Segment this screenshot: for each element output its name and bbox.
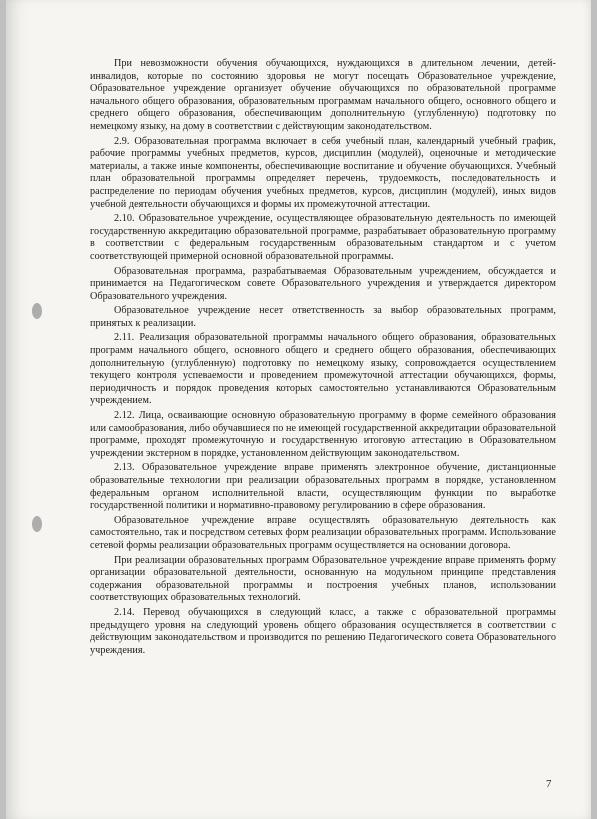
paragraph-program-approval: Образовательная программа, разрабатываемая Образовательным учреждением, обсуждается и принимается на Педагогическом совете Образовательного учреждения и утверждается директором Образовательного учреждения. [90,265,556,302]
document-page [6,0,591,819]
paragraph-2-12: 2.12. Лица, осваивающие основную образовательную программу в форме семейного образования или самообразования, либо обучавшиеся по не имеющей государственной аккредитации образовательной программе, проходят промежуточную и государственную итоговую аттестацию в Образовательном учреждении экстерном в порядке, установленном действующим законодательством. [90,410,556,459]
paragraph-modular-principle: При реализации образовательных программ Образовательное учреждение вправе применять форму организации образовательной деятельности, основанную на модульном принципе представления содержания образовательной программы и построения учебных планов, использовании соответствующих образовательных технологий. [90,554,556,604]
paragraph-2-9: 2.9. Образовательная программа включает в себя учебный план, календарный учебный график, рабочие программы учебных предметов, курсов, дисциплин (модулей), оценочные и методические материалы, а также иные компоненты, обеспечивающие воспитание и обучение обучающихся. Учебный план образовательной программы определяет перечень, трудоемкость, последовательность и распределение по периодам обучения учебных предметов, курсов, дисциплин (модулей), иных видов учебной деятельности обучающихся и формы их промежуточной аттестации. [90,135,556,210]
paragraph-home-education: При невозможности обучения обучающихся, нуждающихся в длительном лечении, детей-инвалидов, которые по состоянию здоровья не могут посещать Образовательное учреждение, Образовательное учреждение организует обучение обучающихся по образовательной программе начального общего образования, образовательным программам начального общего, основного общего и среднего общего образования, обеспечивающим дополнительную (углубленную) подготовку по немецкому языку, на дому в соответствии с действующим законодательством. [90,58,556,132]
punch-hole [32,303,42,319]
paragraph-responsibility: Образовательное учреждение несет ответственность за выбор образовательных программ, принятых к реализации. [90,305,556,329]
paragraph-network-forms: Образовательное учреждение вправе осуществлять образовательную деятельность как самостоятельно, так и посредством сетевых форм реализации образовательных программ. Использование сетевой формы реализации образовательных программ осуществляется на основании договора. [90,514,556,551]
page-number: 7 [546,778,552,790]
paragraph-2-11: 2.11. Реализация образовательной программы начального общего образования, образовательных программ начального общего, основного общего и среднего общего образования, обеспечивающих дополнительную (углубленную) подготовку по немецкому языку, сопровождается осуществлением текущего контроля успеваемости и проведением промежуточной аттестации обучающихся, формы, периодичность и порядок проведения которых самостоятельно устанавливаются Образовательным учреждением. [90,332,556,407]
punch-hole [32,516,42,532]
paragraph-2-14: 2.14. Перевод обучающихся в следующий класс, а также с образовательной программы предыдущего уровня на следующий уровень общего образования осуществляется в соответствии с действующим законодательством и производится по решению Педагогического совета Образовательного учреждения. [90,606,556,656]
document-body [90,58,556,659]
paragraph-2-10: 2.10. Образовательное учреждение, осуществляющее образовательную деятельность по имеющей государственную аккредитацию образовательной программе, разрабатывает образовательную программу в соответствии с федеральным государственным образовательным стандартом и с учетом соответствующей примерной основной образовательной программы. [90,213,556,262]
paragraph-2-13: 2.13. Образовательное учреждение вправе применять электронное обучение, дистанционные образовательные технологии при реализации образовательных программ в порядке, установленном федеральным органом исполнительной власти, осуществляющим функции по выработке государственной политики и нормативно-правовому регулированию в сфере образования. [90,462,556,512]
